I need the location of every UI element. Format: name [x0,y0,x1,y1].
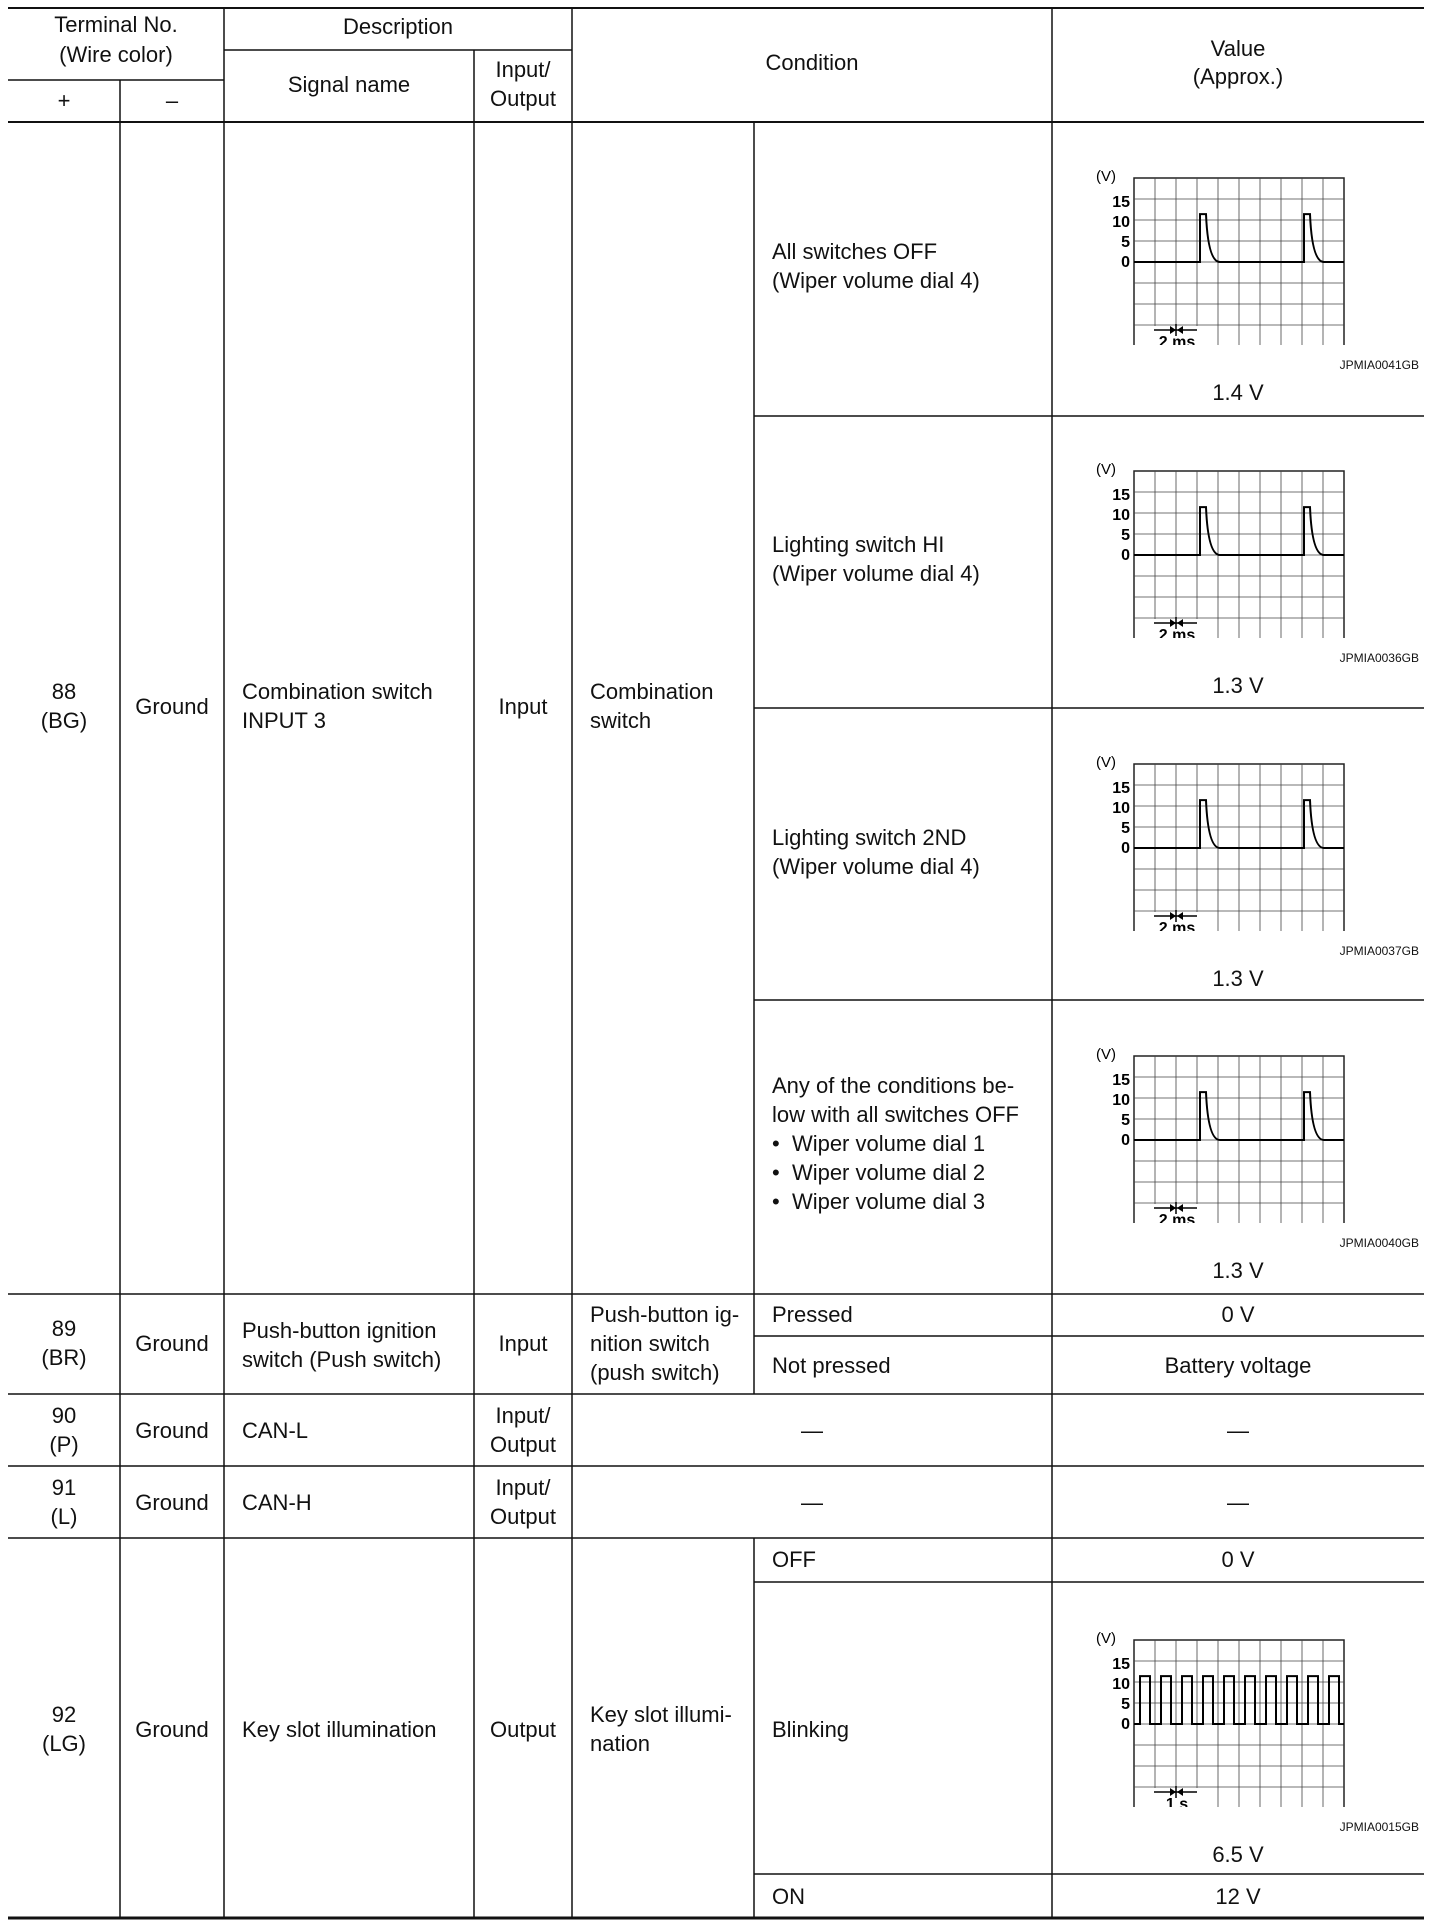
value-89-not-pressed: Battery voltage [1164,1353,1312,1378]
y-tick-label: 15 [1112,487,1130,505]
y-tick-label: 5 [1121,1696,1130,1714]
y-tick-label: 10 [1112,507,1130,525]
time-scale-label: 2 ms [1158,1212,1196,1223]
waveform-svg [1094,1627,1346,1807]
value-92-blinking: 6.5 V [1212,1842,1264,1867]
figure-id-88-1: JPMIA0041GB [1339,358,1419,372]
condition-89-line3: (push switch) [590,1360,720,1385]
terminal-92: 92 [51,1702,77,1727]
y-tick-label: 5 [1121,234,1130,252]
condition-92-line1: Key slot illumi- [590,1702,732,1727]
condition-90: — [801,1418,823,1443]
signal-90: CAN-L [242,1418,309,1443]
waveform-svg [1094,1043,1346,1223]
waveform-chart-88-2 [1094,458,1346,638]
y-tick-label: 0 [1121,547,1130,564]
waveform-chart-88-1 [1094,165,1346,345]
y-unit-label: (V) [1096,1630,1116,1647]
io-88: Input [498,694,548,719]
waveform-chart-88-4 [1094,1043,1346,1223]
y-tick-label: 5 [1121,820,1130,838]
y-unit-label: (V) [1096,168,1116,185]
waveform-chart-92-blinking [1094,1627,1346,1807]
state-89-pressed: Pressed [772,1302,853,1327]
sub-condition-88-3-line2: (Wiper volume dial 4) [772,854,980,879]
header-terminal-no: Terminal No. [54,12,178,37]
y-tick-label: 15 [1112,1656,1130,1674]
waveform-svg [1094,165,1346,345]
y-tick-label: 15 [1112,780,1130,798]
signal-92: Key slot illumination [242,1717,437,1742]
figure-id-88-2: JPMIA0036GB [1339,651,1419,665]
condition-88-line1: Combination [590,679,714,704]
y-unit-label: (V) [1096,754,1116,771]
time-scale-label: 2 ms [1158,334,1196,345]
wire-color-90: (P) [49,1432,79,1457]
state-89-not-pressed: Not pressed [772,1353,891,1378]
header-condition: Condition [765,50,859,75]
waveform-chart-88-3 [1094,751,1346,931]
header-plus: + [57,88,71,113]
time-scale-label: 2 ms [1158,920,1196,931]
state-92-off: OFF [772,1547,816,1572]
y-tick-label: 0 [1121,1132,1130,1149]
figure-id-88-4: JPMIA0040GB [1339,1236,1419,1250]
y-tick-label: 10 [1112,1092,1130,1110]
condition-91: — [801,1490,823,1515]
sub-condition-88-4-line2: low with all switches OFF [772,1102,1019,1127]
y-tick-label: 5 [1121,1112,1130,1130]
waveform-svg [1094,751,1346,931]
time-scale-label: 2 ms [1158,627,1196,638]
bullet-88-4-2: • Wiper volume dial 2 [772,1160,986,1185]
figure-id-88-3: JPMIA0037GB [1339,944,1419,958]
y-tick-label: 5 [1121,527,1130,545]
y-tick-label: 15 [1112,1072,1130,1090]
header-minus: – [165,88,179,113]
header-description: Description [342,14,454,39]
condition-92-line2: nation [590,1731,650,1756]
y-unit-label: (V) [1096,461,1116,478]
ground-88: Ground [135,694,209,719]
ground-89: Ground [135,1331,209,1356]
value-88-2: 1.3 V [1212,673,1264,698]
condition-88-line2: switch [590,708,652,733]
value-88-1: 1.4 V [1212,380,1264,405]
io-91-line1: Input/ [495,1475,551,1500]
wire-color-89: (BR) [41,1345,87,1370]
value-88-4: 1.3 V [1212,1258,1264,1283]
ground-91: Ground [135,1490,209,1515]
value-91: — [1227,1490,1249,1515]
value-88-3: 1.3 V [1212,966,1264,991]
condition-89-line2: nition switch [590,1331,710,1356]
y-tick-label: 10 [1112,1676,1130,1694]
signal-88-line2: INPUT 3 [242,708,326,733]
terminal-90: 90 [51,1403,77,1428]
sub-condition-88-1-line2: (Wiper volume dial 4) [772,268,980,293]
y-tick-label: 0 [1121,840,1130,857]
terminal-89: 89 [51,1316,77,1341]
state-92-blinking: Blinking [772,1717,850,1742]
header-io-2: Output [489,86,557,111]
terminal-88: 88 [51,679,77,704]
header-value-2: (Approx.) [1192,64,1284,89]
waveform-svg [1094,458,1346,638]
time-scale-label: 1 s [1165,1796,1189,1807]
y-tick-label: 0 [1121,254,1130,271]
sub-condition-88-2-line1: Lighting switch HI [772,532,945,557]
signal-91: CAN-H [242,1490,312,1515]
condition-89-line1: Push-button ig- [590,1302,740,1327]
header-value-1: Value [1210,36,1266,61]
figure-id-92: JPMIA0015GB [1339,1820,1419,1834]
bullet-88-4-1: • Wiper volume dial 1 [772,1131,986,1156]
signal-88-line1: Combination switch [242,679,433,704]
io-89: Input [498,1331,548,1356]
bullet-88-4-3: • Wiper volume dial 3 [772,1189,986,1214]
sub-condition-88-3-line1: Lighting switch 2ND [772,825,967,850]
ground-90: Ground [135,1418,209,1443]
signal-89-line1: Push-button ignition [242,1318,437,1343]
terminal-91: 91 [51,1475,77,1500]
io-92: Output [489,1717,557,1742]
y-unit-label: (V) [1096,1046,1116,1063]
sub-condition-88-1-line1: All switches OFF [772,239,938,264]
value-92-off: 0 V [1221,1547,1255,1572]
wire-color-91: (L) [50,1504,78,1529]
io-91-line2: Output [489,1504,557,1529]
header-wire-color: (Wire color) [59,42,173,67]
header-io-1: Input/ [495,57,551,82]
sub-condition-88-4-line1: Any of the conditions be- [772,1073,1015,1098]
value-89-pressed: 0 V [1221,1302,1255,1327]
y-tick-label: 15 [1112,194,1130,212]
header-signal-name: Signal name [287,72,411,97]
value-90: — [1227,1418,1249,1443]
wire-color-92: (LG) [42,1731,86,1756]
y-tick-label: 10 [1112,214,1130,232]
y-tick-label: 10 [1112,800,1130,818]
value-92-on: 12 V [1215,1884,1261,1909]
sub-condition-88-2-line2: (Wiper volume dial 4) [772,561,980,586]
state-92-on: ON [772,1884,805,1909]
ground-92: Ground [135,1717,209,1742]
y-tick-label: 0 [1121,1716,1130,1733]
wire-color-88: (BG) [40,708,88,733]
signal-89-line2: switch (Push switch) [242,1347,442,1372]
io-90-line2: Output [489,1432,557,1457]
io-90-line1: Input/ [495,1403,551,1428]
